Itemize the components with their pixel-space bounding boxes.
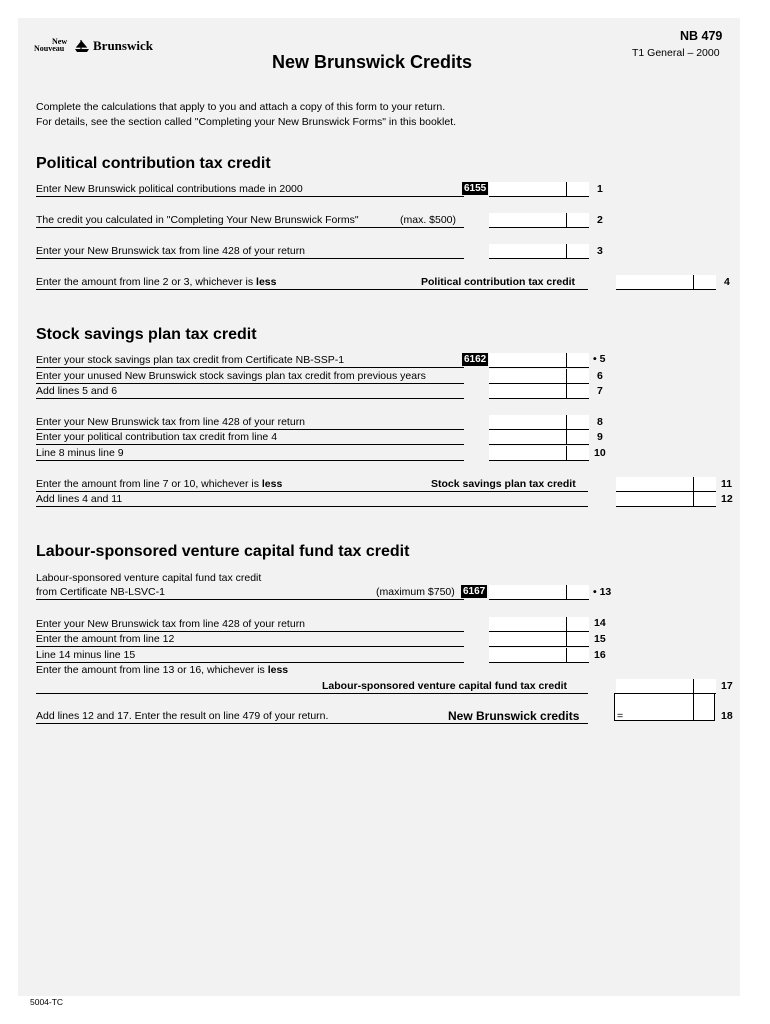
intro-line-2: For details, see the section called "Completing your New Brunswick Forms" in this booklet. xyxy=(36,116,457,128)
line-6-amount-field[interactable] xyxy=(489,369,589,383)
intro-line-1: Complete the calculations that apply to you and attach a copy of this form to your return. xyxy=(36,101,446,113)
line-17-label-emphasis: less xyxy=(267,664,289,676)
logo-nouveau-text: Nouveau xyxy=(34,44,65,53)
line-16-leader xyxy=(36,662,464,663)
ship-emblem-icon xyxy=(74,39,90,53)
line-16-field-underline xyxy=(489,662,589,663)
form-title: New Brunswick Credits xyxy=(272,52,473,72)
line-3-label: Enter your New Brunswick tax from line 428 of your return xyxy=(36,245,306,257)
line-15-field-underline xyxy=(489,646,589,647)
line-10-field-underline xyxy=(489,460,589,461)
line-2-label: The credit you calculated in "Completing Your New Brunswick Forms" xyxy=(36,214,359,226)
line-17-amount-field[interactable] xyxy=(616,679,716,693)
line-8-label: Enter your New Brunswick tax from line 428 of your return xyxy=(36,416,306,428)
line-8-number: 8 xyxy=(597,416,603,428)
line-18-result-label: New Brunswick credits xyxy=(448,709,580,723)
line-13-number: • 13 xyxy=(593,586,612,598)
line-18-amount-field[interactable] xyxy=(614,693,715,721)
line-2-leader xyxy=(36,227,464,228)
line-10-leader xyxy=(36,460,464,461)
line-16-number: 16 xyxy=(594,649,606,661)
line-16-label: Line 14 minus line 15 xyxy=(36,649,136,661)
line-17-leader xyxy=(36,693,588,694)
line-12-number: 12 xyxy=(721,493,733,505)
line-18-cents-divider xyxy=(693,693,694,721)
line-14-leader xyxy=(36,631,464,632)
line-5-cents-divider xyxy=(566,353,567,367)
line-1-field-underline xyxy=(489,196,589,197)
line-4-result-label: Political contribution tax credit xyxy=(421,276,576,288)
line-2-cents-divider xyxy=(566,213,567,227)
line-18-label: Add lines 12 and 17. Enter the result on line 479 of your return. xyxy=(36,710,329,722)
line-18-number: 18 xyxy=(721,710,733,722)
line-5-code-box: 6162 xyxy=(464,354,487,365)
line-4-field-underline xyxy=(616,289,716,290)
line-2-amount-field[interactable] xyxy=(489,213,589,227)
line-13-leader xyxy=(36,599,464,600)
line-5-label: Enter your stock savings plan tax credit from Certificate NB-SSP-1 xyxy=(36,354,345,366)
line-11-label-text: Enter the amount from line 7 or 10, whichever is xyxy=(36,478,259,490)
line-18-leader xyxy=(36,723,588,724)
line-7-cents-divider xyxy=(566,384,567,398)
line-3-amount-field[interactable] xyxy=(489,244,589,258)
line-11-label-emphasis: less xyxy=(261,478,283,490)
line-15-cents-divider xyxy=(566,632,567,646)
line-17-cents-divider xyxy=(693,679,694,693)
line-1-number: 1 xyxy=(597,183,603,195)
line-3-cents-divider xyxy=(566,244,567,258)
line-4-leader xyxy=(36,289,588,290)
line-13-max: (maximum $750) xyxy=(376,586,455,598)
stock-section-heading: Stock savings plan tax credit xyxy=(36,326,257,343)
line-5-field-underline xyxy=(489,367,589,368)
line-12-field-underline xyxy=(616,506,716,507)
line-12-leader xyxy=(36,506,588,507)
line-15-label: Enter the amount from line 12 xyxy=(36,633,175,645)
line-3-leader xyxy=(36,258,464,259)
line-1-amount-field[interactable] xyxy=(489,182,589,196)
line-11-leader xyxy=(36,491,588,492)
line-9-label: Enter your political contribution tax credit from line 4 xyxy=(36,431,278,443)
line-16-amount-field[interactable] xyxy=(489,648,589,662)
line-1-cents-divider xyxy=(566,182,567,196)
line-9-amount-field[interactable] xyxy=(489,430,589,444)
line-9-leader xyxy=(36,444,464,445)
line-17-number: 17 xyxy=(721,680,733,692)
line-4-label-emphasis: less xyxy=(256,276,277,288)
line-10-amount-field[interactable] xyxy=(489,446,589,460)
line-4-label xyxy=(36,276,276,288)
line-6-number: 6 xyxy=(597,370,603,382)
form-number: NB 479 xyxy=(680,29,723,43)
line-7-amount-field[interactable] xyxy=(489,384,589,398)
line-5-amount-field[interactable] xyxy=(489,353,589,367)
line-12-cents-divider xyxy=(693,492,694,506)
line-7-label: Add lines 5 and 6 xyxy=(36,385,118,397)
line-3-field-underline xyxy=(489,258,589,259)
line-4-amount-field[interactable] xyxy=(616,275,716,289)
line-14-label: Enter your New Brunswick tax from line 428 of your return xyxy=(36,618,306,630)
line-8-leader xyxy=(36,429,464,430)
line-2-field-underline xyxy=(489,227,589,228)
line-13-label-1: Labour-sponsored venture capital fund tax credit xyxy=(36,572,262,584)
nb-logo xyxy=(34,37,166,57)
line-8-amount-field[interactable] xyxy=(489,415,589,429)
line-4-number: 4 xyxy=(724,276,730,288)
logo-new-text: New xyxy=(52,37,68,46)
line-9-number: 9 xyxy=(597,431,603,443)
line-1-code-box: 6155 xyxy=(464,183,487,194)
line-11-cents-divider xyxy=(693,477,694,491)
line-15-amount-field[interactable] xyxy=(489,632,589,646)
line-10-number: 10 xyxy=(594,447,606,459)
line-2-max: (max. $500) xyxy=(400,214,457,226)
line-12-label: Add lines 4 and 11 xyxy=(36,493,123,505)
line-17-result-label: Labour-sponsored venture capital fund tax credit xyxy=(322,680,568,692)
line-6-leader xyxy=(36,383,464,384)
line-2-number: 2 xyxy=(597,214,603,226)
line-13-amount-field[interactable] xyxy=(489,585,589,599)
political-section-heading: Political contribution tax credit xyxy=(36,155,271,172)
form-subtitle: T1 General – 2000 xyxy=(632,47,720,59)
line-7-field-underline xyxy=(489,398,589,399)
line-11-result-label: Stock savings plan tax credit xyxy=(431,478,576,490)
line-5-leader xyxy=(36,367,464,368)
line-15-leader xyxy=(36,646,464,647)
line-5-number: • 5 xyxy=(593,353,606,365)
line-14-cents-divider xyxy=(566,617,567,631)
line-15-number: 15 xyxy=(594,633,606,645)
line-17-label-text: Enter the amount from line 13 or 16, whichever is xyxy=(36,664,265,676)
line-1-leader xyxy=(36,196,464,197)
line-14-number: 14 xyxy=(594,617,606,629)
line-14-amount-field[interactable] xyxy=(489,617,589,631)
footer-form-code: 5004-TC xyxy=(30,997,64,1007)
line-11-number: 11 xyxy=(721,478,733,490)
line-11-label xyxy=(36,478,282,490)
line-7-leader xyxy=(36,398,464,399)
logo-brunswick-text: Brunswick xyxy=(93,38,153,53)
line-13-code-box: 6167 xyxy=(463,586,486,597)
line-16-cents-divider xyxy=(566,648,567,662)
line-8-cents-divider xyxy=(566,415,567,429)
line-9-cents-divider xyxy=(566,430,567,444)
line-17-label xyxy=(36,664,288,676)
line-6-cents-divider xyxy=(566,369,567,383)
line-1-label: Enter New Brunswick political contributions made in 2000 xyxy=(36,183,303,195)
line-13-field-underline xyxy=(489,599,589,600)
line-7-number: 7 xyxy=(597,385,603,397)
line-4-label-text: Enter the amount from line 2 or 3, whichever is xyxy=(36,276,254,288)
line-6-label: Enter your unused New Brunswick stock savings plan tax credit from previous years xyxy=(36,370,426,382)
line-13-label-2: from Certificate NB-LSVC-1 xyxy=(36,586,165,598)
line-18-equals-sign: = xyxy=(617,710,624,722)
line-10-label: Line 8 minus line 9 xyxy=(36,447,124,459)
labour-section-heading: Labour-sponsored venture capital fund tax credit xyxy=(36,543,410,560)
line-3-number: 3 xyxy=(597,245,603,257)
line-9-field-underline xyxy=(489,444,589,445)
line-12-amount-field[interactable] xyxy=(616,492,716,506)
line-4-cents-divider xyxy=(693,275,694,289)
line-11-amount-field[interactable] xyxy=(616,477,716,491)
line-10-cents-divider xyxy=(566,446,567,460)
line-13-cents-divider xyxy=(566,585,567,599)
